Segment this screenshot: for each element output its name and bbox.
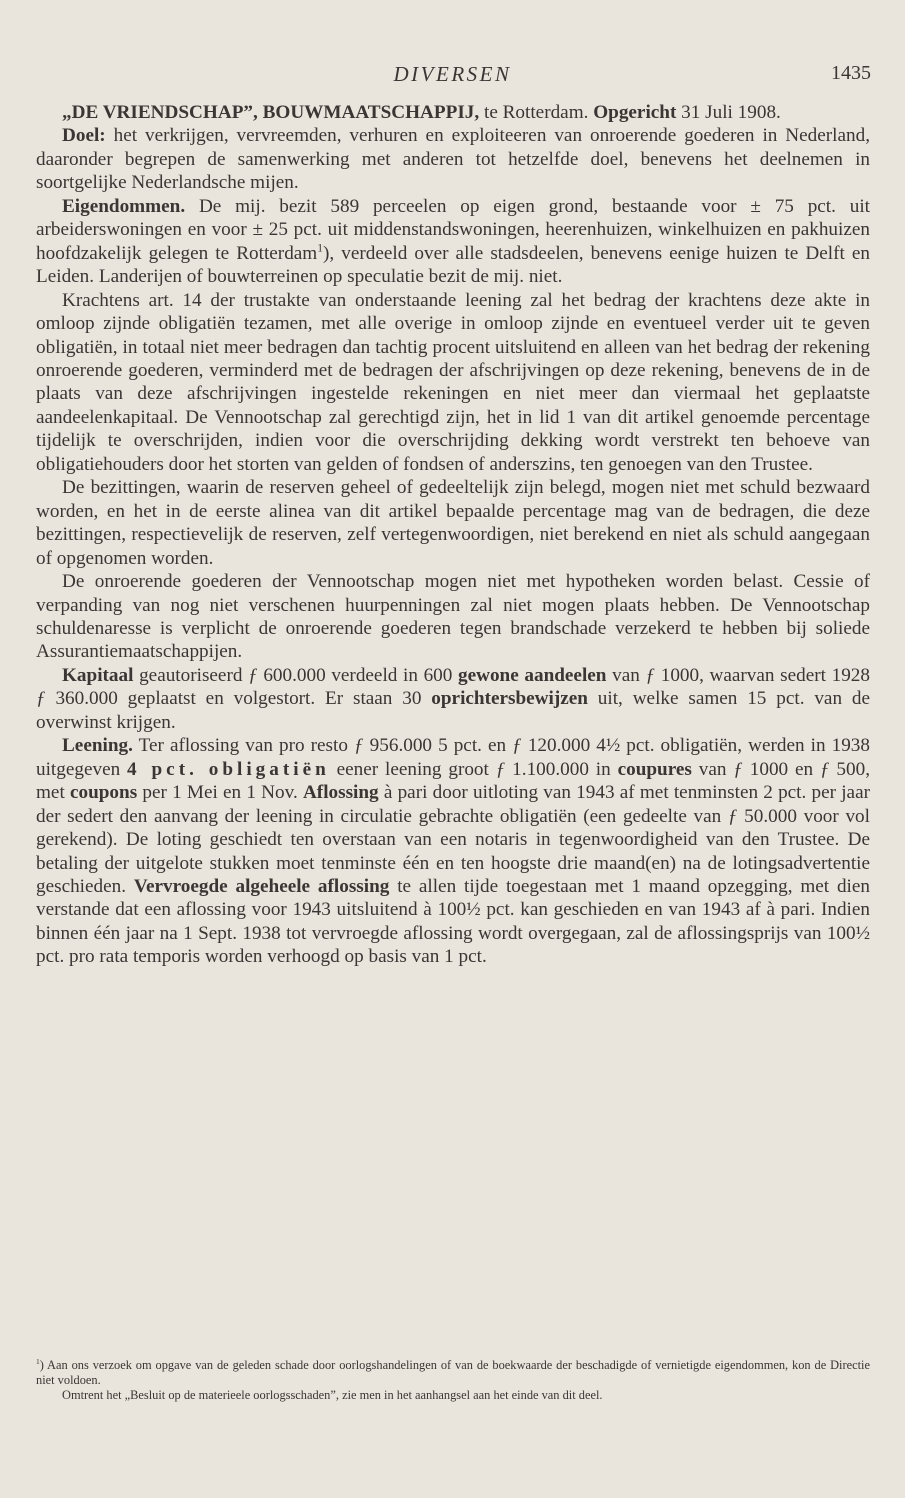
capital-label: Kapitaal <box>62 664 134 686</box>
page-number: 1435 <box>831 62 871 84</box>
redemption-term: Aflossing <box>302 782 379 804</box>
running-title: DIVERSEN <box>393 62 512 86</box>
properties-paragraph <box>36 195 870 289</box>
footnote-ref: 1 <box>317 242 323 255</box>
loan-text: 500, met <box>36 758 870 804</box>
footnotes <box>36 1358 870 1403</box>
loan-text: eener leening groot <box>329 758 496 780</box>
properties-label: Eigendommen. <box>62 195 186 217</box>
company-name: „DE VRIENDSCHAP”, BOUWMAATSCHAPPIJ, <box>62 102 480 123</box>
florin-sign: ƒ <box>727 805 738 827</box>
florin-sign: ƒ <box>248 664 258 686</box>
capital-text: 1000, waarvan sedert 1928 <box>655 664 870 686</box>
company-heading-paragraph <box>36 101 870 124</box>
loan-text: per 1 Mei en 1 Nov. <box>137 782 303 804</box>
coupons-term: coupons <box>69 782 138 804</box>
founded-label: Opgericht <box>593 102 677 123</box>
footnote-marker: 1 <box>36 1356 40 1366</box>
company-location: te Rotterdam. <box>479 102 594 123</box>
florin-sign: ƒ <box>819 758 830 780</box>
loan-paragraph <box>36 734 870 969</box>
loan-label: Leening. <box>62 735 133 757</box>
capital-text: geautoriseerd <box>133 664 249 686</box>
loan-text: te allen tijde toegestaan met 1 maand opzegging, met dien verstande dat een aflossing voor 1943 uitsluitend à 100½ pct. kan geschieden en van 1943 af à pari. Indien binnen één jaar na 1 Sept. 1938 tot vervroegde aflossing wordt overgegaan, zal de aflossingsprijs van 100½ pct. pro rata temporis worden verhoogd op basis van 1 pct. <box>36 875 870 968</box>
loan-text: van <box>691 758 734 780</box>
footnote-2: Omtrent het „Besluit op de materieele oorlogsschaden”, zie men in het aanhangsel aan het einde van dit deel. <box>62 1388 603 1402</box>
loan-text: 50.000 voor vol gerekend). De loting geschiedt ten overstaan van een notaris in tegenwoordigheid van den Trustee. De betaling der uitgelote stukken moet tenminste één en ten hoogste drie maand(en) na de lotingsadvertentie geschieden. <box>36 805 870 897</box>
purpose-text: het verkrijgen, vervreemden, verhuren en exploiteeren van onroerende goederen in Nederland, daaronder begrepen de samenwerking met anderen tot hetzelfde doel, benevens het deelnemen in soortgelijke Nederlandsche mijen. <box>36 125 870 194</box>
early-redemption-term: Vervroegde algeheele aflossing <box>133 875 390 897</box>
florin-sign: ƒ <box>645 664 656 686</box>
loan-text: 1.100.000 in <box>505 758 618 780</box>
florin-sign: ƒ <box>354 735 364 757</box>
ordinary-shares-term: gewone aandeelen <box>458 664 607 686</box>
capital-text: uit, welke samen 15 pct. van de overwinst krijgen. <box>36 688 870 733</box>
footnote-1 <box>36 1358 870 1388</box>
loan-text: 120.000 4½ pct. obligatiën, werden in 1938 uitgegeven <box>36 735 870 780</box>
properties-text-a: De mij. bezit 589 perceelen op eigen grond, bestaande voor ± 75 pct. uit arbeiderswoningen en voor ± 25 pct. uit middenstandswoningen, heerenhuizen, winkelhuizen en pakhuizen hoofdzakelijk gelegen te Rotterdam <box>36 195 870 264</box>
florin-sign: ƒ <box>733 758 743 780</box>
loan-text: à pari door uitloting van 1943 af met tenminsten 2 pct. per jaar der sedert den aanvang der leening in circulatie gebrachte obligatiën (een gedeelte van <box>36 782 870 827</box>
purpose-label: Doel: <box>62 125 106 147</box>
purpose-paragraph <box>36 124 870 194</box>
properties-text-b: ), verdeeld over alle stadsdeelen, benevens eenige huizen te Delft en Leiden. Landerijen of bouwterreinen op speculatie bezit de mij. niet. <box>36 242 871 288</box>
loan-text: Ter aflossing van pro resto <box>132 735 355 757</box>
founders-shares-term: oprichtersbewijzen <box>431 688 588 710</box>
capital-text: 360.000 geplaatst en volgestort. Er staan 30 <box>45 688 432 710</box>
loan-text: 1000 en <box>742 758 820 780</box>
capital-text: van <box>606 664 646 686</box>
loan-text: 956.000 5 pct. en <box>363 735 513 757</box>
reserves-paragraph: De bezittingen, waarin de reserven geheel of gedeeltelijk zijn belegd, mogen niet met schuld bezwaard worden, en het in de eerste alinea van dit artikel bepaalde percentage mag van de bedragen, die deze bezittingen, respectievelijk de reserven, zelf vertegenwoordigen, niet berekend en niet als schuld aangegaan of opgenomen worden. <box>36 477 870 569</box>
page-header <box>0 62 905 88</box>
footnote-1-text: ) Aan ons verzoek om opgave van de geleden schade door oorlogshandelingen of van de boekwaarde der beschadigde of vernietigde eigendommen, kon de Directie niet voldoen. <box>36 1358 870 1387</box>
florin-sign: ƒ <box>512 735 522 757</box>
body-text <box>36 101 870 969</box>
founded-date: 31 Juli 1908. <box>676 102 781 123</box>
florin-sign: ƒ <box>495 758 506 780</box>
capital-paragraph <box>36 664 870 734</box>
mortgage-paragraph: De onroerende goederen der Vennootschap mogen niet met hypotheken worden belast. Cessie of verpanding van nog niet verschenen huurpenningen zal niet mogen plaats hebben. De Vennootschap schuldenaresse is verplicht de onroerende goederen tegen brandschade verzekerd te hebben bij soliede Assurantiemaatschappijen. <box>36 571 870 663</box>
bond-type-term: 4 pct. obligatiën <box>127 758 330 780</box>
florin-sign: ƒ <box>36 688 46 710</box>
trust-deed-paragraph: Krachtens art. 14 der trustakte van onderstaande leening zal het bedrag der krachtens deze akte in omloop zijnde obligatiën tezamen, met alle overige in omloop zijnde en eventueel verder uit te geven obligatiën, in totaal niet meer bedragen dan tachtig procent uitsluitend en alleen van het bedrag der rekening onroerende goederen, verminderd met de bedragen der afschrijvingen op deze rekening, benevens de in de plaats van deze afschrijvingen ingestelde rekeningen en niet meer dan viermaal het geplaatste aandeelenkapitaal. De Vennootschap zal gerechtigd zijn, het in lid 1 van dit artikel genoemde percentage tijdelijk te overschrijden, indien voor die overschrijding dekking wordt verstrekt ten behoeve van obligatiehouders door het storten van gelden of fondsen of anderszins, ten genoegen van den Trustee. <box>36 289 870 475</box>
denominations-term: coupures <box>617 758 692 780</box>
capital-text: 600.000 verdeeld in 600 <box>257 664 458 686</box>
